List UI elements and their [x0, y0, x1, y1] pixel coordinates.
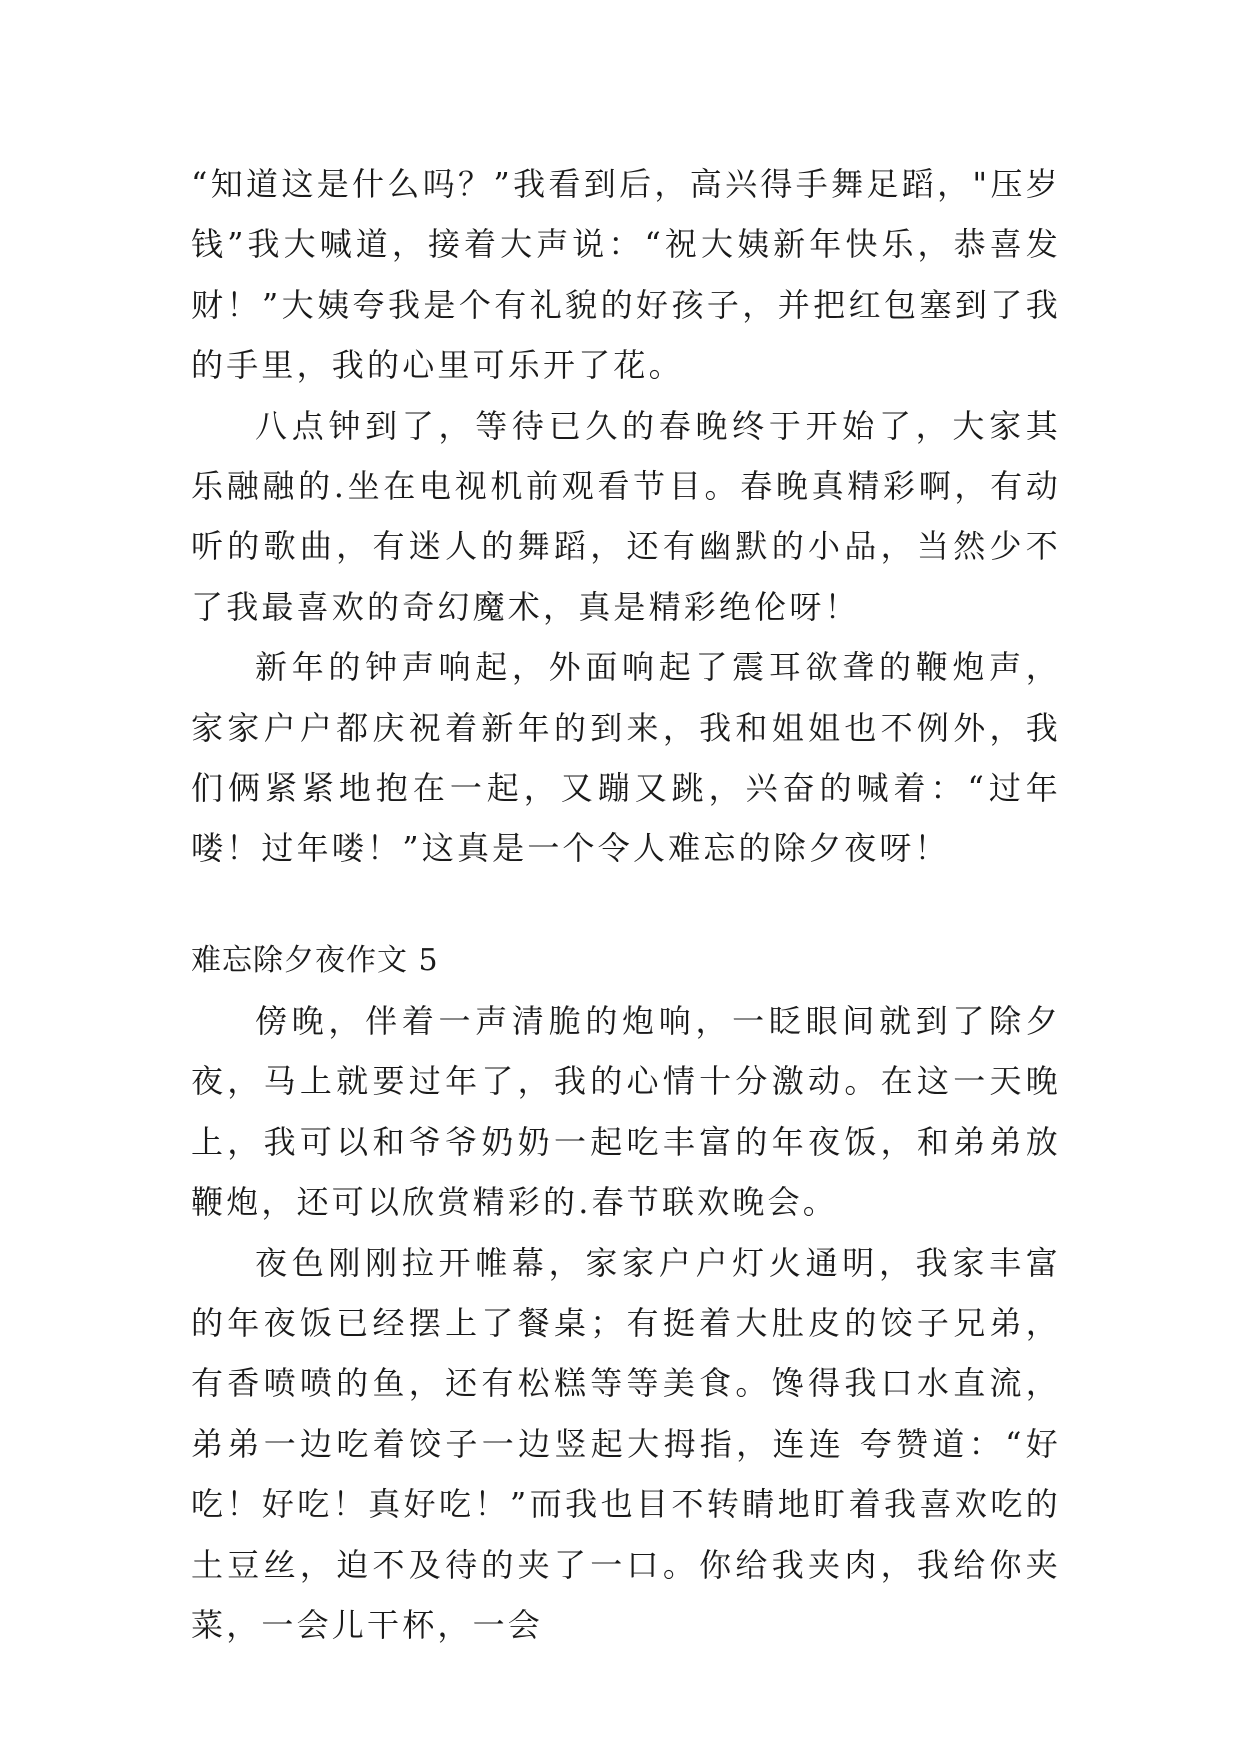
- paragraph-1: “知道这是什么吗？”我看到后，高兴得手舞足蹈，"压岁钱”我大喊道，接着大声说：“祝大姨新年快乐，恭喜发财！”大姨夸我是个有礼貌的好孩子，并把红包塞到了我的手里，我的心里可乐开了花。: [191, 165, 1061, 385]
- paragraph-4: 傍晚，伴着一声清脆的炮响，一眨眼间就到了除夕夜，马上就要过年了，我的心情十分激动。在这一天晚上，我可以和爷爷奶奶一起吃丰富的年夜饭，和弟弟放鞭炮，还可以欣赏精彩的.春节联欢晚会。: [191, 1001, 1061, 1222]
- paragraph-5: 夜色刚刚拉开帷幕，家家户户灯火通明，我家丰富的年夜饭已经摆上了餐桌；有挺着大肚皮的饺子兄弟，有香喷喷的鱼，还有松糕等等美食。馋得我口水直流，弟弟一边吃着饺子一边竖起大拇指，连连 夸赞道：“好吃！好吃！真好吃！”而我也目不转睛地盯着我喜欢吃的土豆丝，迫不及待的夹了一口。你给我夹肉，我给你夹菜，一会儿干杯，一会: [191, 1243, 1061, 1644]
- paragraph-3: 新年的钟声响起，外面响起了震耳欲聋的鞭炮声，家家户户都庆祝着新年的到来，我和姐姐也不例外，我们俩紧紧地抱在一起，又蹦又跳，兴奋的喊着：“过年喽！过年喽！”这真是一个令人难忘的除夕夜呀！: [191, 648, 1061, 868]
- paragraph-2: 八点钟到了，等待已久的春晚终于开始了，大家其乐融融的.坐在电视机前观看节目。春晚真精彩啊，有动听的歌曲，有迷人的舞蹈，还有幽默的小品，当然少不了我最喜欢的奇幻魔术，真是精彩绝伦呀！: [191, 406, 1061, 626]
- section-title: 难忘除夕夜作文 5: [191, 942, 439, 978]
- document-page: [191, 154, 1061, 1655]
